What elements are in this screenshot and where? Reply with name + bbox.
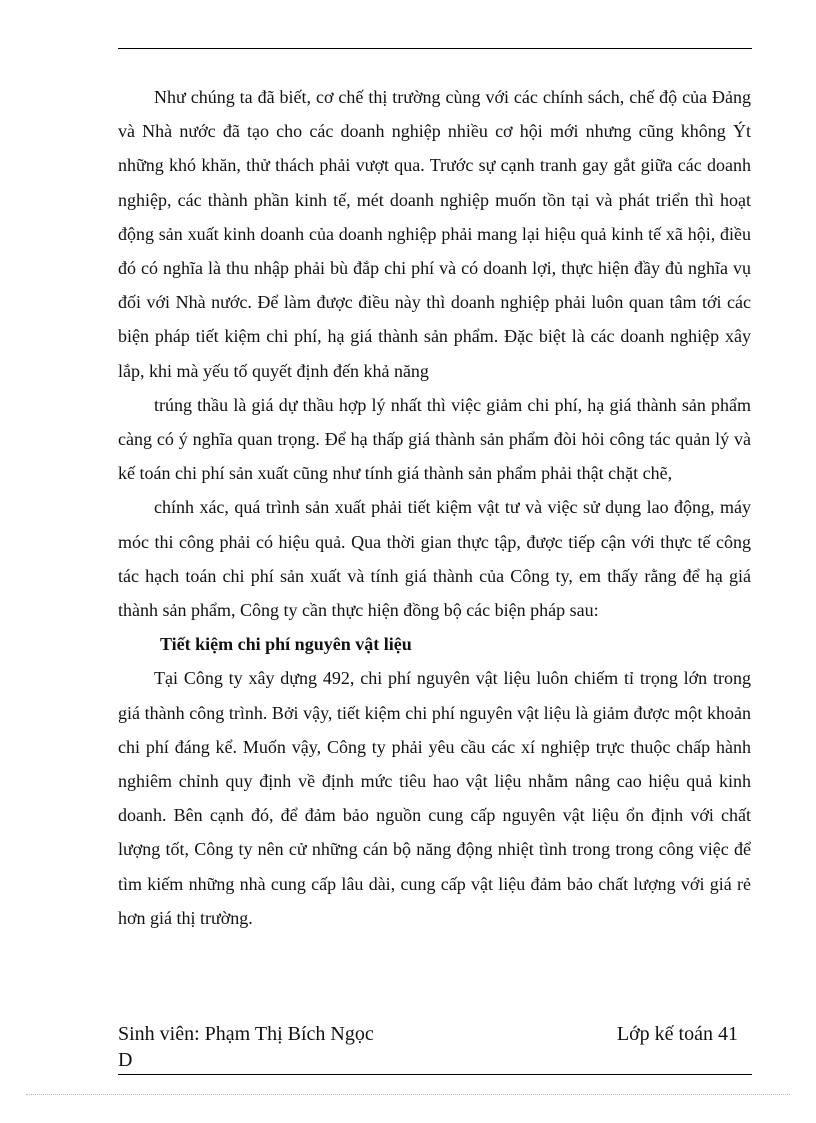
page-bottom-divider [26, 1094, 790, 1095]
paragraph-1: Như chúng ta đã biết, cơ chế thị trường cùng với các chính sách, chế độ của Đảng và Nhà nước đã tạo cho các doanh nghiệp nhiều cơ hội mới nhưng cũng không Ýt những khó khăn, thử thách phải vượt qua. Trước sự cạnh tranh gay gắt giữa các doanh nghiệp, các thành phần kinh tế, mét doanh nghiệp muốn tồn tại và phát triển thì hoạt động sản xuất kinh doanh của doanh nghiệp phải mang lại hiệu quả kinh tế xã hội, điều đó có nghĩa là thu nhập phải bù đắp chi phí và có doanh lợi, thực hiện đầy đủ nghĩa vụ đối với Nhà nước. Để làm được điều này thì doanh nghiệp phải luôn quan tâm tới các biện pháp tiết kiệm chi phí, hạ giá thành sản phẩm. Đặc biệt là các doanh nghiệp xây lắp, khi mà yếu tố quyết định đến khả năng [118, 87, 751, 381]
footer-rule [118, 1074, 752, 1075]
document-body [118, 80, 751, 935]
footer-student-cont: D [118, 1049, 133, 1071]
paragraph-2: trúng thầu là giá dự thầu hợp lý nhất thì việc giảm chi phí, hạ giá thành sản phẩm càng có ý nghĩa quan trọng. Để hạ thấp giá thành sản phẩm đòi hỏi công tác quản lý và kế toán chi phí sản xuất cũng như tính giá thành sản phẩm phải thật chặt chẽ, [118, 394, 751, 484]
footer-student-name: Sinh viên: Phạm Thị Bích Ngọc [118, 1023, 374, 1045]
paragraph-3: chính xác, quá trình sản xuất phải tiết kiệm vật tư và việc sử dụng lao động, máy móc thi công phải có hiệu quả. Qua thời gian thực tập, được tiếp cận với thực tế công tác hạch toán chi phí sản xuất và tính giá thành của Công ty, em thấy rằng để hạ giá thành sản phẩm, Công ty cần thực hiện đồng bộ các biện pháp sau: [118, 497, 751, 621]
footer-student [118, 1021, 374, 1073]
footer-class: Lớp kế toán 41 [616, 1023, 738, 1045]
paragraph-4: Tại Công ty xây dựng 492, chi phí nguyên vật liệu luôn chiếm tỉ trọng lớn trong giá thành công trình. Bởi vậy, tiết kiệm chi phí nguyên vật liệu là giảm được một khoản chi phí đáng kể. Muốn vậy, Công ty phải yêu cầu các xí nghiệp trực thuộc chấp hành nghiêm chỉnh quy định về định mức tiêu hao vật liệu nhằm nâng cao hiệu quả kinh doanh. Bên cạnh đó, để đảm bảo nguồn cung cấp nguyên vật liệu ổn định với chất lượng tốt, Công ty nên cử những cán bộ năng động nhiệt tình trong trong công việc để tìm kiếm những nhà cung cấp lâu dài, cung cấp vật liệu đảm bảo chất lượng với giá rẻ hơn giá thị trường. [118, 668, 751, 928]
header-rule [118, 48, 752, 49]
section-heading: Tiết kiệm chi phí nguyên vật liệu [160, 634, 412, 655]
